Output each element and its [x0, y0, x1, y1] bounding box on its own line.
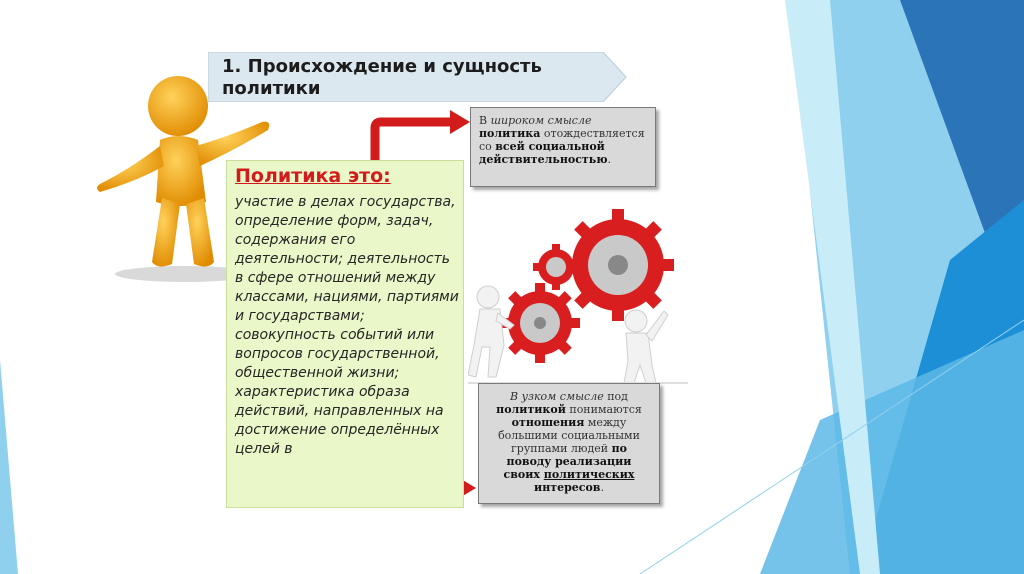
- narrow-bold-interests: интересов: [534, 481, 601, 494]
- deco-left-sliver: [0, 360, 18, 574]
- white-figure-right: [624, 310, 668, 383]
- broad-bold-term: политика: [479, 127, 541, 140]
- definition-box: [226, 160, 464, 508]
- slide-title: 1. Происхождение и сущность политики: [222, 56, 542, 99]
- broad-text: В: [479, 114, 491, 127]
- narrow-text: между большими социальными группами людей: [498, 416, 640, 455]
- narrow-text: под: [603, 390, 628, 403]
- white-figure-left: [468, 286, 514, 377]
- definition-body: участие в делах государства, определение форм, задач, содержания его деятельности; деятельность в сфере отношений между классами, нациями, партиями и государствами; совокупность событий или вопросов государственной, общественной жизни; характеристика образа действий, направленных на достижение определённых целей в: [235, 194, 459, 457]
- gears-icon: [468, 205, 688, 385]
- narrow-bold-term: политикой: [496, 403, 566, 416]
- narrow-italic: В узком смысле: [510, 390, 604, 403]
- broad-italic: широком смысле: [490, 114, 592, 127]
- broad-text: .: [607, 153, 611, 166]
- narrow-bold-phrase: по поводу реализации своих: [503, 442, 632, 481]
- broad-text: отождествляется со: [479, 127, 645, 153]
- broad-bold-phrase: всей социальной действительностью: [479, 140, 608, 166]
- narrow-bold-relations: отношения: [511, 416, 585, 429]
- definition-heading: Политика это:: [235, 165, 391, 187]
- narrow-sense-card: [478, 383, 660, 504]
- narrow-text: .: [600, 481, 604, 494]
- broad-sense-card: [470, 107, 656, 187]
- narrow-underlined: политических: [543, 468, 635, 481]
- narrow-text: понимаются: [565, 403, 642, 416]
